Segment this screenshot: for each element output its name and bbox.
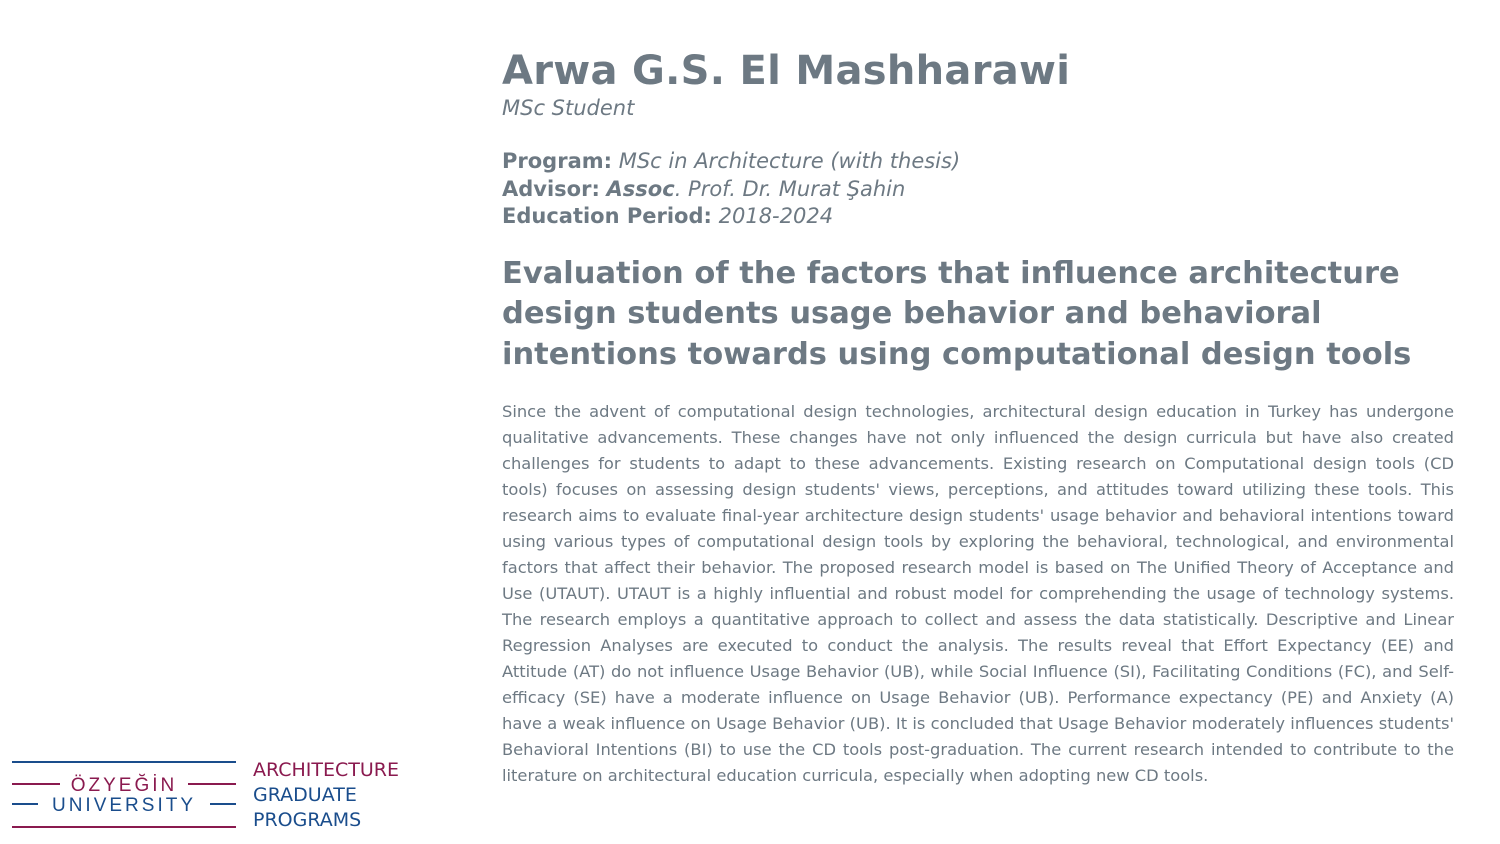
branding-line-programs: PROGRAMS [253, 809, 362, 831]
branding-line-graduate: GRADUATE [253, 784, 357, 806]
program-row [502, 148, 1454, 176]
program-value: MSc in Architecture (with thesis) [618, 149, 961, 173]
advisor-row [502, 176, 1454, 204]
university-logo [12, 760, 236, 830]
program-label: Program: [502, 149, 613, 173]
person-role: MSc Student [502, 96, 635, 120]
ozyegin-logo-graphic [12, 760, 236, 830]
thesis-title: Evaluation of the factors that influence architecture design students usage behavior and behavioral intentions towards using computational design tools [502, 255, 1412, 372]
advisor-title: Assoc [606, 176, 675, 201]
thesis-abstract: Since the advent of computational design technologies, architectural design education in Turkey has undergone qualitative advancements. These changes have not only influenced the design curricula but have also created challenges for students to adapt to these advancements. Existing research on Computational design tools (CD tools) focuses on assessing design students' views, perceptions, and attitudes toward utilizing these tools. This research aims to evaluate final-year architecture design students' usage behavior and behavioral intentions toward using various types of computational design tools by exploring the behavioral, technological, and environmental factors that affect their behavior. The proposed research model is based on The Unified Theory of Acceptance and Use (UTAUT). UTAUT is a highly influential and robust model for comprehending the usage of technology systems. The research employs a quantitative approach to collect and assess the data statistically. Descriptive and Linear Regression Analyses are executed to conduct the analysis. The results reveal that Effort Expectancy (EE) and Attitude (AT) do not influence Usage Behavior (UB), while Social Influence (SI), Facilitating Conditions (FC), and Self-efficacy (SE) have a moderate influence on Usage Behavior (UB). Performance expectancy (PE) and Anxiety (A) have a weak influence on Usage Behavior (UB). It is concluded that Usage Behavior moderately influences students' Behavioral Intentions (BI) to use the CD tools post-graduation. The current research intended to contribute to the literature on architectural education curricula, especially when adopting new CD tools. [502, 402, 1454, 785]
period-row [502, 203, 1454, 231]
logo-text-line2: UNIVERSITY [51, 795, 197, 816]
logo-text-line1: ÖZYEĞİN [70, 775, 178, 796]
details-block [502, 148, 1454, 231]
program-branding [253, 758, 399, 833]
period-label: Education Period: [502, 204, 712, 228]
period-value: 2018-2024 [718, 204, 834, 228]
advisor-label: Advisor: [502, 176, 600, 201]
profile-content [502, 48, 1454, 789]
person-name: Arwa G.S. El Mashharawi [502, 48, 1071, 94]
advisor-value: . Prof. Dr. Murat Şahin [674, 176, 906, 201]
branding-line-architecture: ARCHITECTURE [253, 759, 400, 781]
